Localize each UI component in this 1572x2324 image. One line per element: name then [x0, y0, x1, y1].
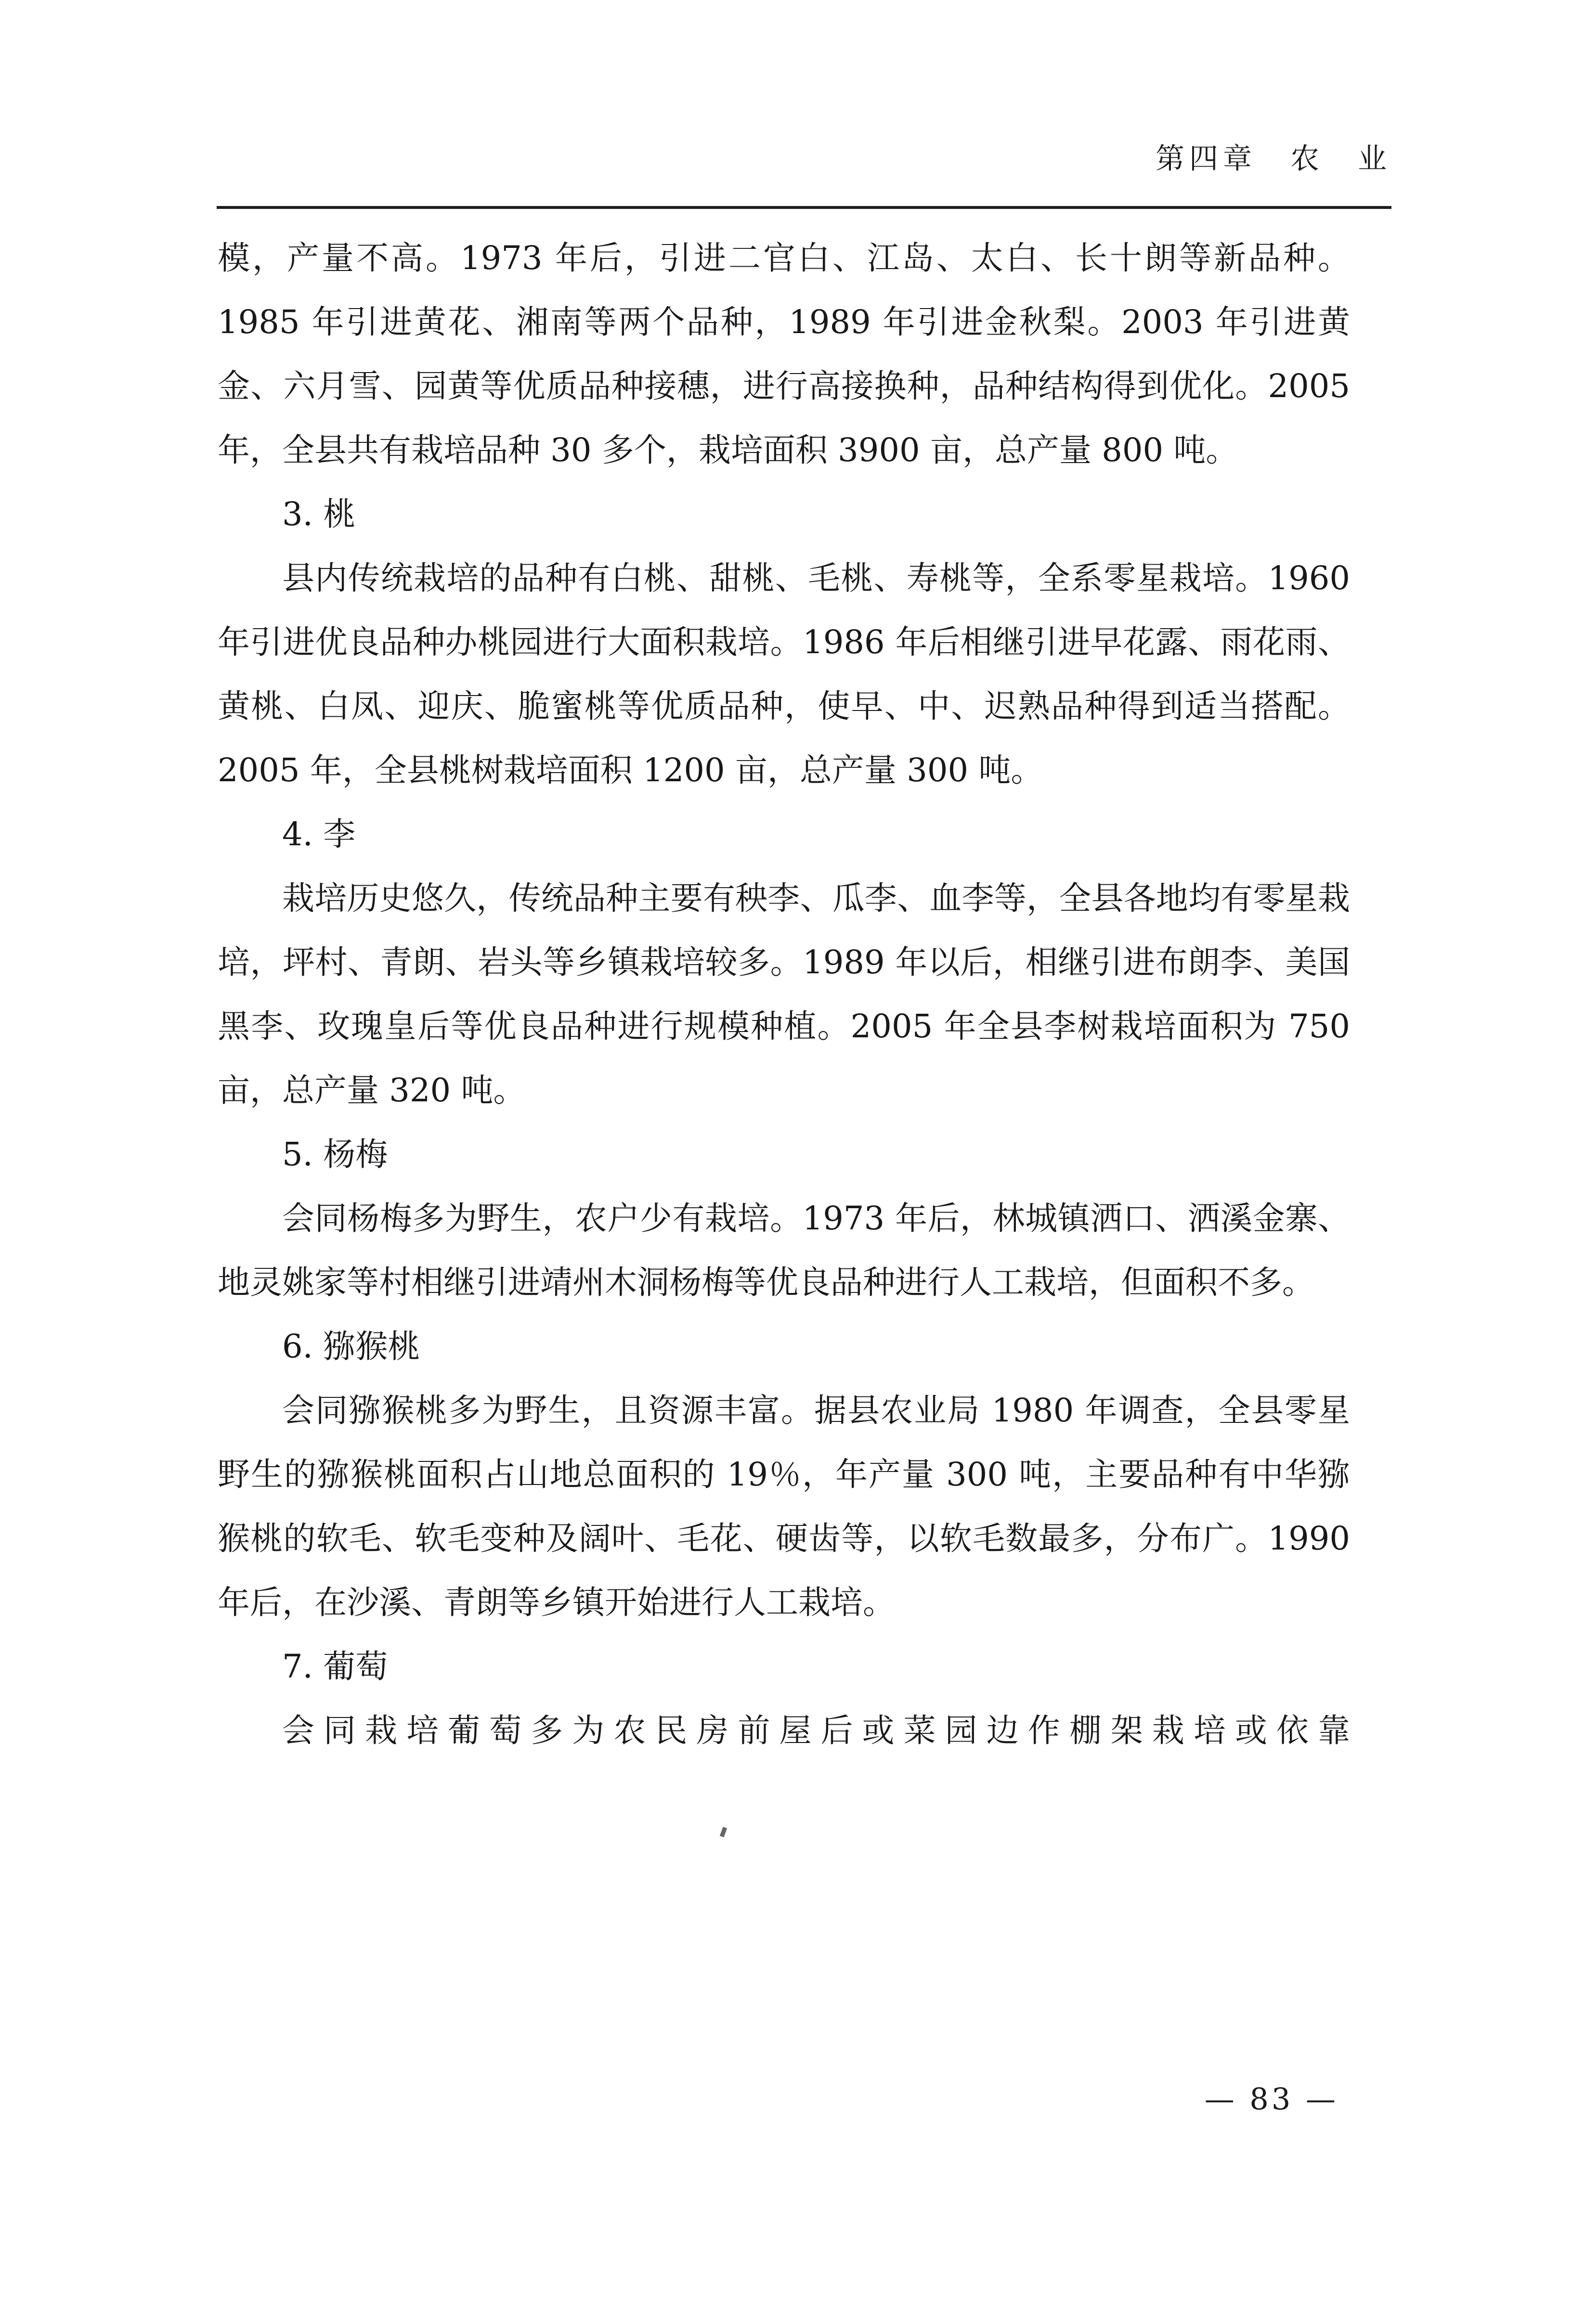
section-heading-grape: 7. 葡萄	[282, 1648, 388, 1685]
section-heading-peach: 3. 桃	[282, 495, 356, 533]
paragraph-kiwifruit: 会同猕猴桃多为野生，且资源丰富。据县农业局 1980 年调查，全县零星野生的猕猴桃面积占山地总面积的 19％，年产量 300 吨，主要品种有中华猕猴桃的软毛、软毛变种及阔叶、毛花、硬齿等，以软毛数最多，分布广。1990 年后，在沙溪、青朗等乡镇开始进行人工栽培。	[218, 1392, 1350, 1621]
paragraph-bayberry: 会同杨梅多为野生，农户少有栽培。1973 年后，林城镇洒口、洒溪金寨、地灵姚家等村相继引进靖州木洞杨梅等优良品种进行人工栽培，但面积不多。	[218, 1200, 1350, 1301]
paragraph-peach: 县内传统栽培的品种有白桃、甜桃、毛桃、寿桃等，全系零星栽培。1960 年引进优良品种办桃园进行大面积栽培。1986 年后相继引进早花露、雨花雨、黄桃、白凤、迎庆、脆蜜桃等优质品种，使早、中、迟熟品种得到适当搭配。2005 年，全县桃树栽培面积 1200 亩，总产量 300 吨。	[218, 559, 1350, 789]
scan-artifact-speck	[720, 1827, 727, 1837]
section-heading-plum: 4. 李	[282, 815, 356, 853]
paragraph-grape: 会同栽培葡萄多为农民房前屋后或菜园边作棚架栽培或依靠	[282, 1712, 1350, 1749]
header-rule	[217, 206, 1391, 209]
page-number-folio: — 83 —	[1204, 2081, 1338, 2117]
section-heading-bayberry: 5. 杨梅	[282, 1136, 388, 1173]
paragraph-plum: 栽培历史悠久，传统品种主要有秧李、瓜李、血李等，全县各地均有零星栽培，坪村、青朗、岩头等乡镇栽培较多。1989 年以后，相继引进布朗李、美国黑李、玫瑰皇后等优良品种进行规模种植。2005 年全县李树栽培面积为 750 亩，总产量 320 吨。	[218, 879, 1350, 1109]
section-heading-kiwifruit: 6. 猕猴桃	[282, 1328, 420, 1365]
paragraph-pear-continuation: 模，产量不高。1973 年后，引进二官白、江岛、太白、长十朗等新品种。1985 年引进黄花、湘南等两个品种，1989 年引进金秋梨。2003 年引进黄金、六月雪、园黄等优质品种接穗，进行高接换种，品种结构得到优化。2005 年，全县共有栽培品种 30 多个，栽培面积 3900 亩，总产量 800 吨。	[218, 239, 1350, 469]
running-head: 第四章 农 业	[1156, 142, 1391, 176]
body-text-block	[218, 226, 1350, 1763]
